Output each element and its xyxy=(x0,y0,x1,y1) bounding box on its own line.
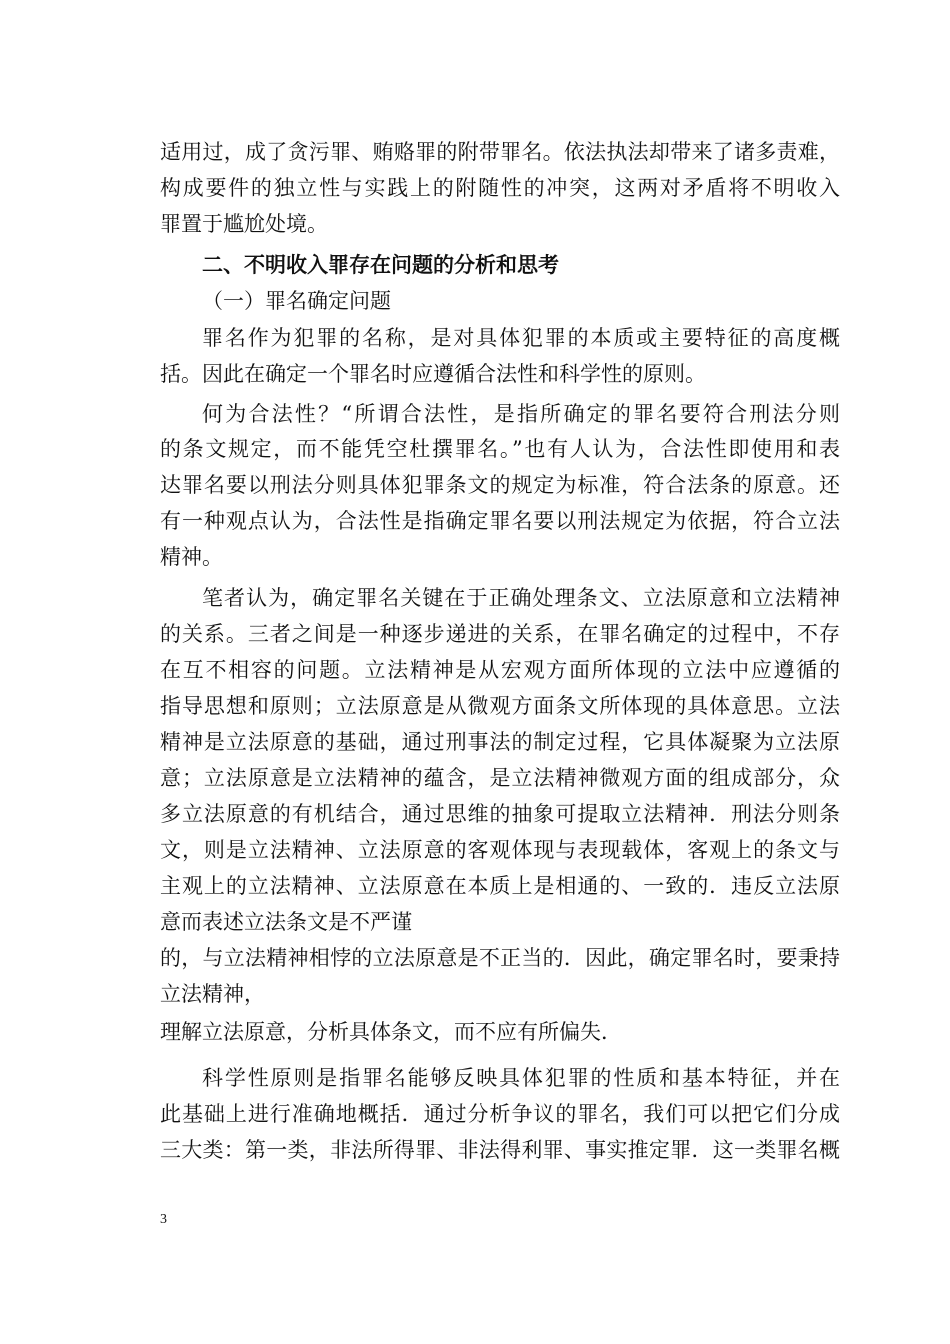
body-line: 罪置于尴尬处境。 xyxy=(160,212,328,236)
body-line: 构成要件的独立性与实践上的附随性的冲突，这两对矛盾将不明收入 xyxy=(160,176,840,200)
body-line: 笔者认为，确定罪名关键在于正确处理条文、立法原意和立法精神 xyxy=(202,586,840,610)
subsection-heading: （一）罪名确定问题 xyxy=(202,289,391,313)
body-line: 精神是立法原意的基础，通过刑事法的制定过程，它具体凝聚为立法原 xyxy=(160,730,840,754)
body-line: 精神。 xyxy=(160,545,223,569)
body-line: 的关系。三者之间是一种逐步递进的关系，在罪名确定的过程中，不存 xyxy=(160,622,840,646)
body-line: 的，与立法精神相悖的立法原意是不正当的．因此，确定罪名时，要秉持 xyxy=(160,946,840,970)
body-line: 科学性原则是指罪名能够反映具体犯罪的性质和基本特征，并在 xyxy=(202,1066,840,1090)
body-line: 意；立法原意是立法精神的蕴含，是立法精神微观方面的组成部分，众 xyxy=(160,766,840,790)
body-line: 有一种观点认为，合法性是指确定罪名要以刑法规定为依据，符合立法 xyxy=(160,509,840,533)
body-line: 意而表述立法条文是不严谨 xyxy=(160,910,412,934)
page-number: 3 xyxy=(160,1212,167,1227)
body-line: 立法精神， xyxy=(160,982,265,1006)
body-line: 何为合法性？“所谓合法性，是指所确定的罪名要符合刑法分则 xyxy=(202,402,840,426)
body-line: 理解立法原意，分析具体条文，而不应有所偏失． xyxy=(160,1020,622,1044)
body-line: 的条文规定，而不能凭空杜撰罪名。”也有人认为，合法性即使用和表 xyxy=(160,437,840,461)
body-line: 指导思想和原则；立法原意是从微观方面条文所体现的具体意思。立法 xyxy=(160,694,840,718)
body-line: 文，则是立法精神、立法原意的客观体现与表现载体，客观上的条文与 xyxy=(160,838,840,862)
body-line: 三大类：第一类，非法所得罪、非法得利罪、事实推定罪．这一类罪名概 xyxy=(160,1138,840,1162)
section-heading: 二、不明收入罪存在问题的分析和思考 xyxy=(202,252,559,277)
body-line: 适用过，成了贪污罪、贿赂罪的附带罪名。依法执法却带来了诸多责难， xyxy=(160,140,840,164)
body-line: 括。因此在确定一个罪名时应遵循合法性和科学性的原则。 xyxy=(160,362,706,386)
body-line: 此基础上进行准确地概括．通过分析争议的罪名，我们可以把它们分成 xyxy=(160,1102,840,1126)
body-line: 罪名作为犯罪的名称，是对具体犯罪的本质或主要特征的高度概 xyxy=(202,326,840,350)
body-line: 达罪名要以刑法分则具体犯罪条文的规定为标准，符合法条的原意。还 xyxy=(160,473,840,497)
body-line: 多立法原意的有机结合，通过思维的抽象可提取立法精神．刑法分则条 xyxy=(160,802,840,826)
body-line: 主观上的立法精神、立法原意在本质上是相通的、一致的．违反立法原 xyxy=(160,874,840,898)
body-line: 在互不相容的问题。立法精神是从宏观方面所体现的立法中应遵循的 xyxy=(160,658,840,682)
